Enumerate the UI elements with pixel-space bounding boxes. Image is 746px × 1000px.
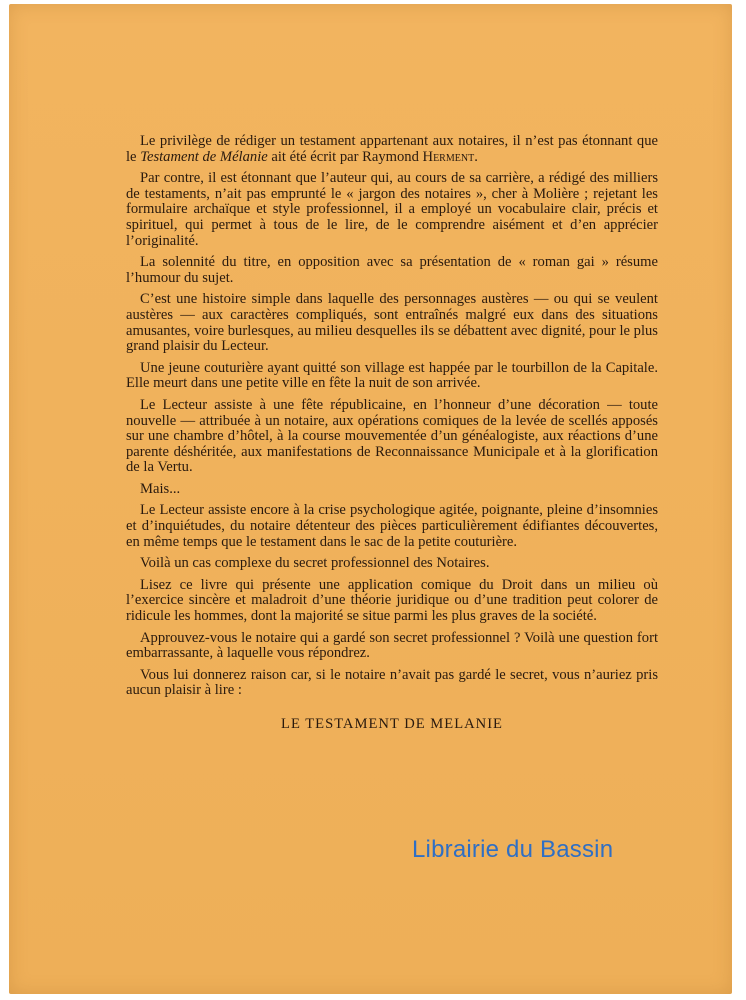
paragraph-9: Voilà un cas complexe du secret professionnel des Notaires. [140,555,490,572]
paragraph-4: C’est une histoire simple dans laquelle des personnages austères — ou qui se veulent austères — aux caractères compliqués, sont entraînés malgré eux dans des situations amusantes, voire burlesques, au milieu desquelles ils se débattent avec dignité, pour le plus grand plaisir du Lecteur. [126,291,658,355]
paragraph-11: Approuvez-vous le notaire qui a gardé son secret professionnel ? Voilà une question fort embarrassante, à laquelle vous répondrez. [126,629,658,662]
author-surname: Herment [422,148,475,165]
closing-title: LE TESTAMENT DE MELANIE [281,716,503,732]
book-title-italic: Testament de Mélanie [140,148,268,165]
paragraph-6: Le Lecteur assiste à une fête républicaine, en l’honneur d’une décoration — toute nouvelle — attribuée à un notaire, aux opérations comiques de la levée de scellés apposés sur une chambre d’hôtel, à la course mouvementée d’un généalogiste, aux réactions d’une parente déshéritée, aux manifestations de Reconnaissance Municipale et à la glorification de la Vertu. [126,396,658,476]
paragraph-3: La solennité du titre, en opposition avec sa présentation de « roman gai » résume l’humour du sujet. [126,254,658,286]
paragraph-5: Une jeune couturière ayant quitté son village est happée par le tourbillon de la Capitale. Elle meurt dans une petite ville en fête la nuit de son arrivée. [126,359,658,392]
paragraph-2: Par contre, il est étonnant que l’auteur qui, au cours de sa carrière, a rédigé des milliers de testaments, n’ait pas emprunté le « jargon des notaires », cher à Molière ; rejetant les formulaire archaïque et style professionnel, il a employé un vocabulaire clair, précis et spirituel, qui permet à tous de le lire, de le comprendre aisément et d’en apprécier l’originalité. [126,170,658,249]
paragraph-10: Lisez ce livre qui présente une application comique du Droit dans un milieu où l’exercice sincère et maladroit d’une théorie juridique ou d’une tradition peut colorer de ridicule les hommes, dont la majorité se situe parmi les plus graves de la société. [126,576,658,625]
paragraph-7: Mais... [140,480,181,497]
paragraph-12: Vous lui donnerez raison car, si le notaire n’avait pas gardé le secret, vous n’auriez pris aucun plaisir à lire : [126,666,658,699]
book-back-cover [9,4,732,994]
paragraph-1: Le privilège de rédiger un testament appartenant aux notaires, il n’est pas étonnant que le Testament de Mélanie ait été écrit par Raymond Herment. [126,133,658,165]
paragraph-8: Le Lecteur assiste encore à la crise psychologique agitée, poignante, pleine d’insomnies et d’inquiétudes, du notaire détenteur des pièces particulièrement édifiantes découvertes, en même temps que le testament dans le sac de la petite couturière. [126,502,658,550]
bookshop-watermark: Librairie du Bassin [412,836,614,863]
blurb-text [126,134,658,739]
